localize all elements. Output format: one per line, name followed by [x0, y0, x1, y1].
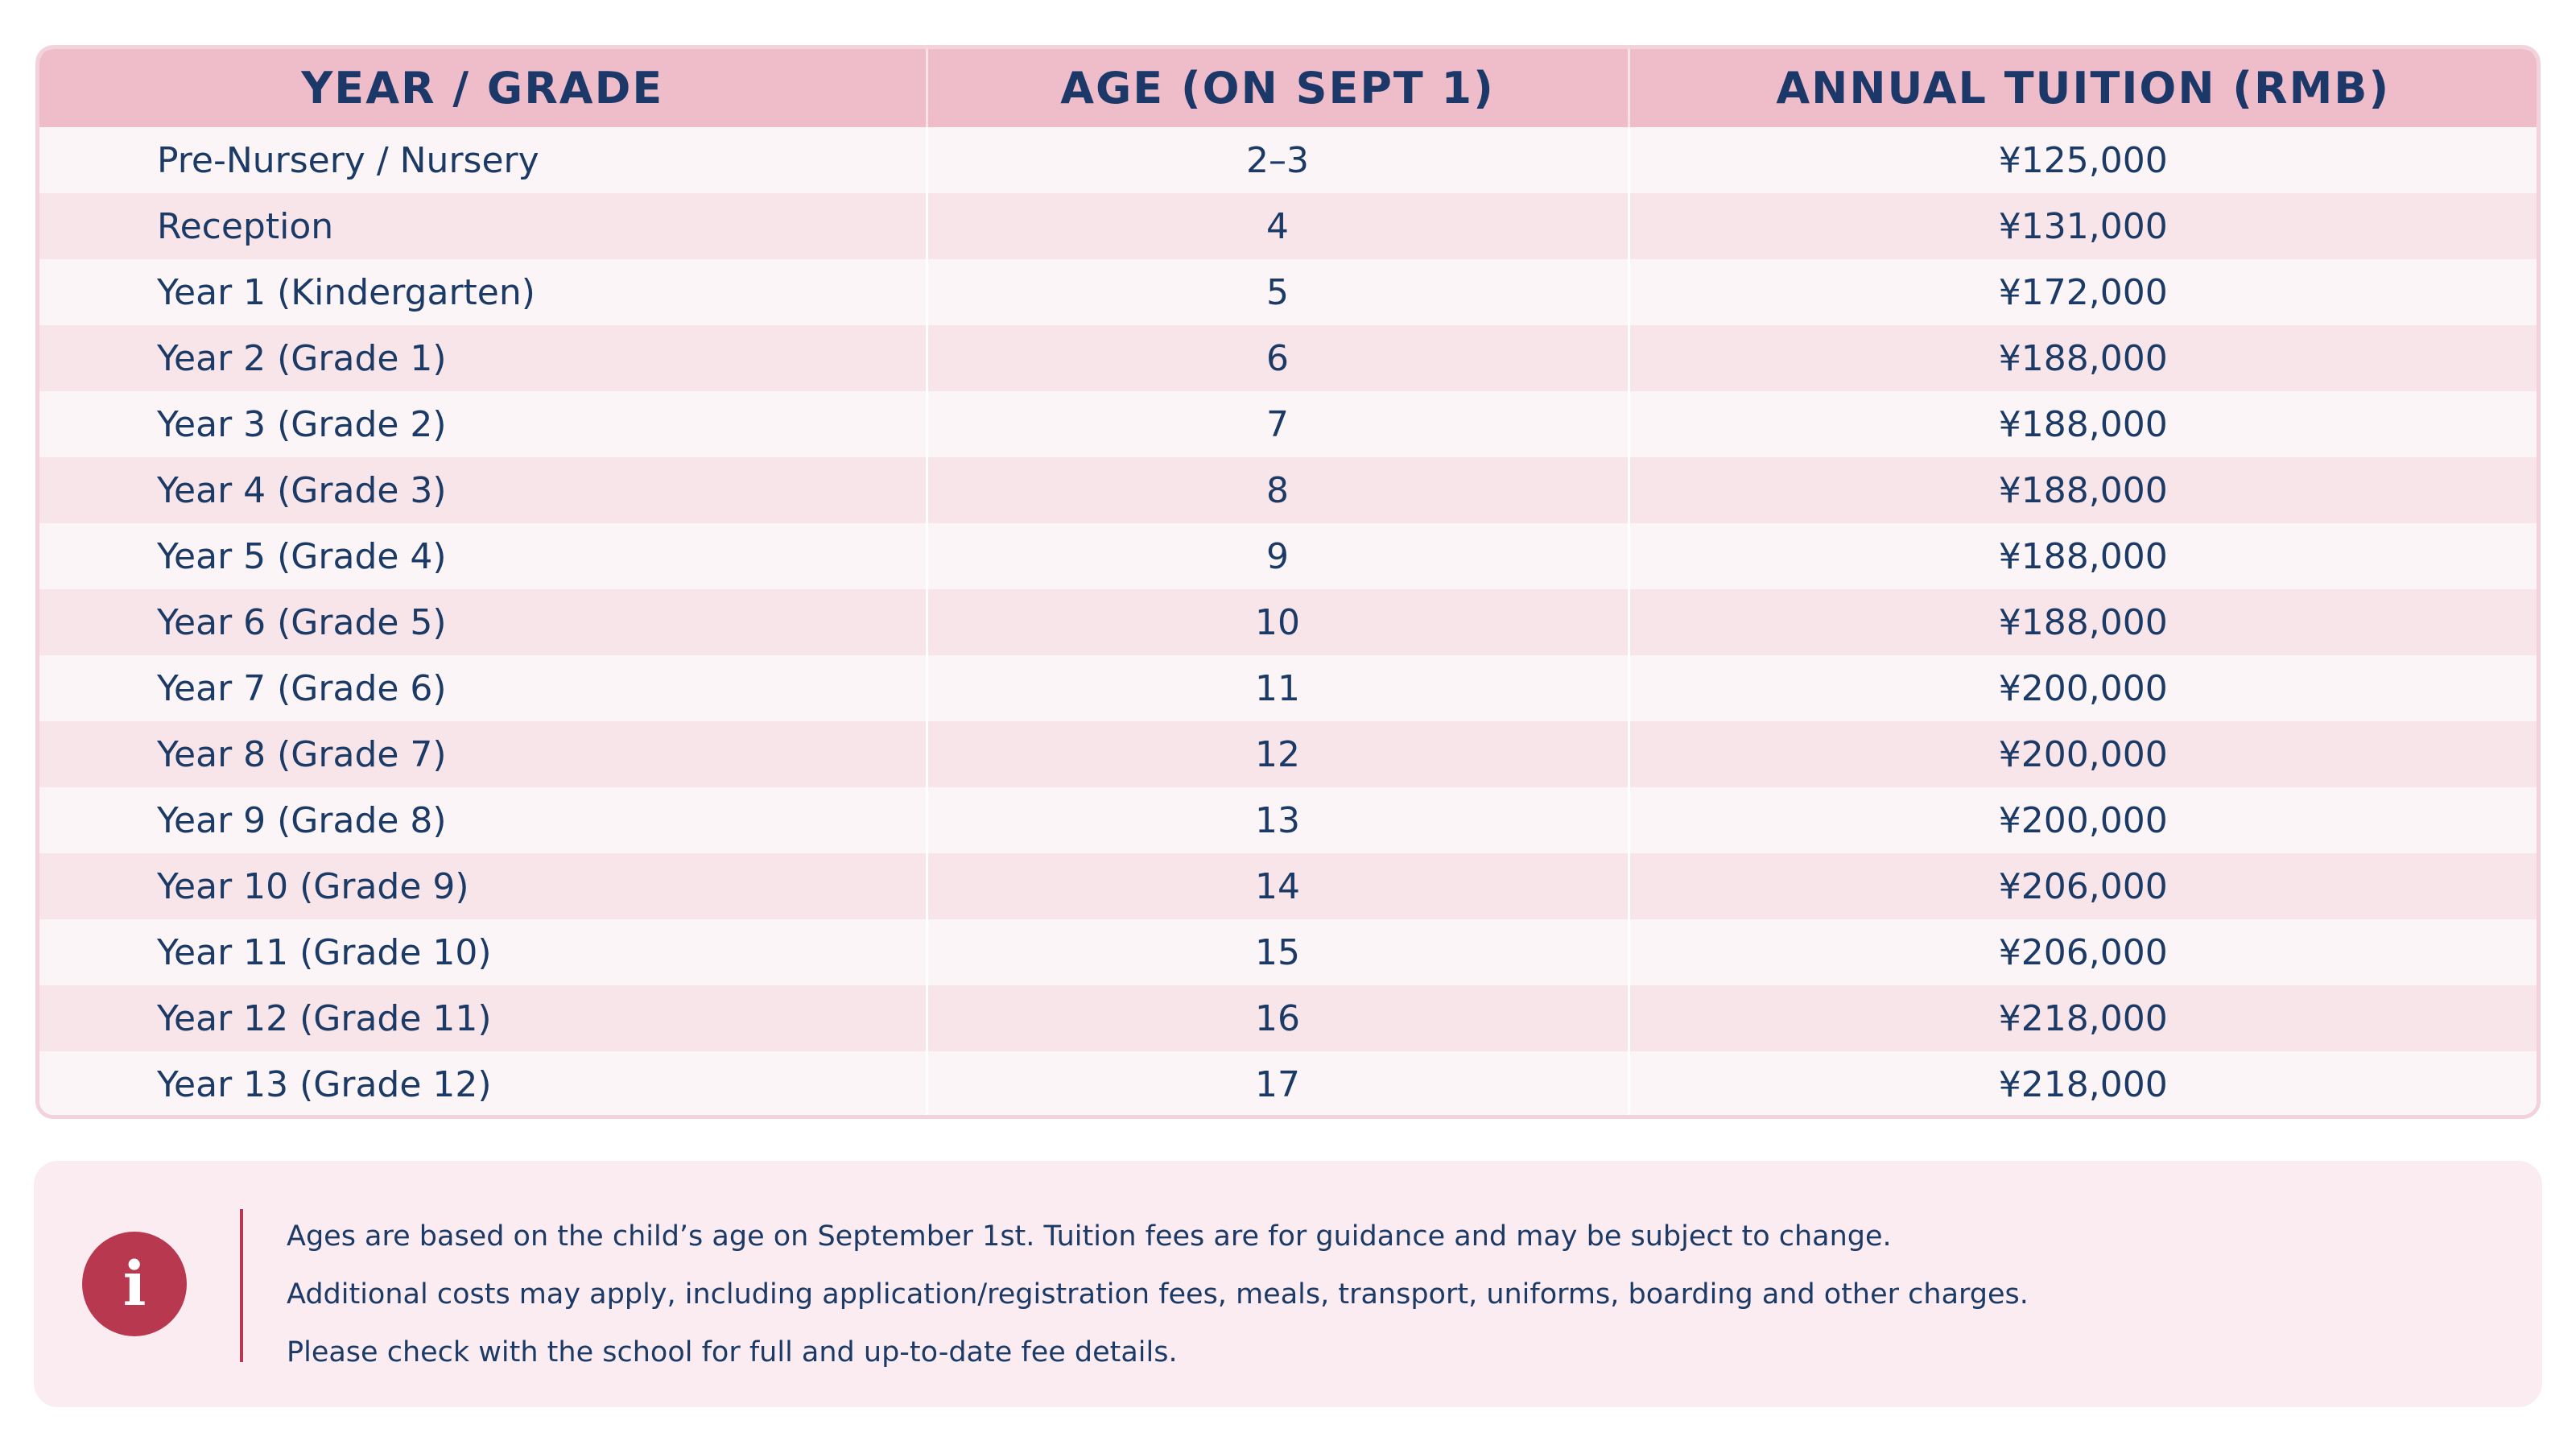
- age-cell: 11: [927, 655, 1629, 721]
- grade-cell: Year 4 (Grade 3): [39, 457, 927, 523]
- table-row: [39, 259, 2537, 325]
- tuition-cell: ¥125,000: [1629, 127, 2537, 193]
- age-cell: 5: [927, 259, 1629, 325]
- table-row: [39, 127, 2537, 193]
- table-row: [39, 193, 2537, 259]
- tuition-cell: ¥188,000: [1629, 589, 2537, 655]
- age-cell: 16: [927, 985, 1629, 1051]
- tuition-cell: ¥131,000: [1629, 193, 2537, 259]
- grade-cell: Year 11 (Grade 10): [39, 919, 927, 985]
- tuition-cell: ¥188,000: [1629, 325, 2537, 391]
- age-cell: 17: [927, 1051, 1629, 1117]
- grade-cell: Year 12 (Grade 11): [39, 985, 927, 1051]
- tuition-cell: ¥188,000: [1629, 391, 2537, 457]
- grade-cell: Year 1 (Kindergarten): [39, 259, 927, 325]
- column-header-year-grade: YEAR / GRADE: [39, 49, 927, 127]
- tuition-cell: ¥200,000: [1629, 721, 2537, 787]
- age-cell: 8: [927, 457, 1629, 523]
- table-row: [39, 589, 2537, 655]
- grade-cell: Year 13 (Grade 12): [39, 1051, 927, 1117]
- grade-cell: Year 3 (Grade 2): [39, 391, 927, 457]
- grade-cell: Reception: [39, 193, 927, 259]
- table-row: [39, 919, 2537, 985]
- age-cell: 14: [927, 853, 1629, 919]
- tuition-cell: ¥172,000: [1629, 259, 2537, 325]
- tuition-table-card: [35, 45, 2541, 1119]
- age-cell: 10: [927, 589, 1629, 655]
- age-cell: 2–3: [927, 127, 1629, 193]
- table-header-row: [39, 49, 2537, 127]
- note-text: [287, 1208, 2510, 1381]
- tuition-table: [39, 49, 2537, 1117]
- grade-cell: Year 5 (Grade 4): [39, 523, 927, 589]
- tuition-cell: ¥206,000: [1629, 853, 2537, 919]
- grade-cell: Year 10 (Grade 9): [39, 853, 927, 919]
- tuition-cell: ¥200,000: [1629, 787, 2537, 853]
- grade-cell: Year 7 (Grade 6): [39, 655, 927, 721]
- tuition-cell: ¥188,000: [1629, 457, 2537, 523]
- grade-cell: Year 6 (Grade 5): [39, 589, 927, 655]
- tuition-cell: ¥206,000: [1629, 919, 2537, 985]
- info-icon: i: [82, 1232, 187, 1336]
- table-row: [39, 457, 2537, 523]
- table-row: [39, 655, 2537, 721]
- tuition-cell: ¥200,000: [1629, 655, 2537, 721]
- note-line-check-school: Please check with the school for full and up-to-date fee details.: [287, 1336, 1178, 1368]
- column-header-annual-tuition: ANNUAL TUITION (RMB): [1629, 49, 2537, 127]
- info-note-panel: [34, 1161, 2542, 1407]
- grade-cell: Year 9 (Grade 8): [39, 787, 927, 853]
- age-cell: 4: [927, 193, 1629, 259]
- grade-cell: Year 2 (Grade 1): [39, 325, 927, 391]
- tuition-cell: ¥218,000: [1629, 1051, 2537, 1117]
- table-row: [39, 391, 2537, 457]
- table-row: [39, 325, 2537, 391]
- tuition-cell: ¥188,000: [1629, 523, 2537, 589]
- age-cell: 13: [927, 787, 1629, 853]
- grade-cell: Year 8 (Grade 7): [39, 721, 927, 787]
- table-row: [39, 985, 2537, 1051]
- age-cell: 9: [927, 523, 1629, 589]
- table-row: [39, 1051, 2537, 1117]
- tuition-cell: ¥218,000: [1629, 985, 2537, 1051]
- table-row: [39, 787, 2537, 853]
- table-row: [39, 523, 2537, 589]
- table-row: [39, 853, 2537, 919]
- grade-cell: Pre-Nursery / Nursery: [39, 127, 927, 193]
- age-cell: 15: [927, 919, 1629, 985]
- column-header-age: AGE (ON SEPT 1): [927, 49, 1629, 127]
- note-divider: [240, 1209, 243, 1362]
- age-cell: 7: [927, 391, 1629, 457]
- note-line-ages: Ages are based on the child’s age on September 1st. Tuition fees are for guidance and may be subject to change.: [287, 1220, 1892, 1253]
- age-cell: 12: [927, 721, 1629, 787]
- age-cell: 6: [927, 325, 1629, 391]
- note-line-additional-costs: Additional costs may apply, including application/registration fees, meals, transport, uniforms, boarding and other charges.: [287, 1278, 2029, 1311]
- table-row: [39, 721, 2537, 787]
